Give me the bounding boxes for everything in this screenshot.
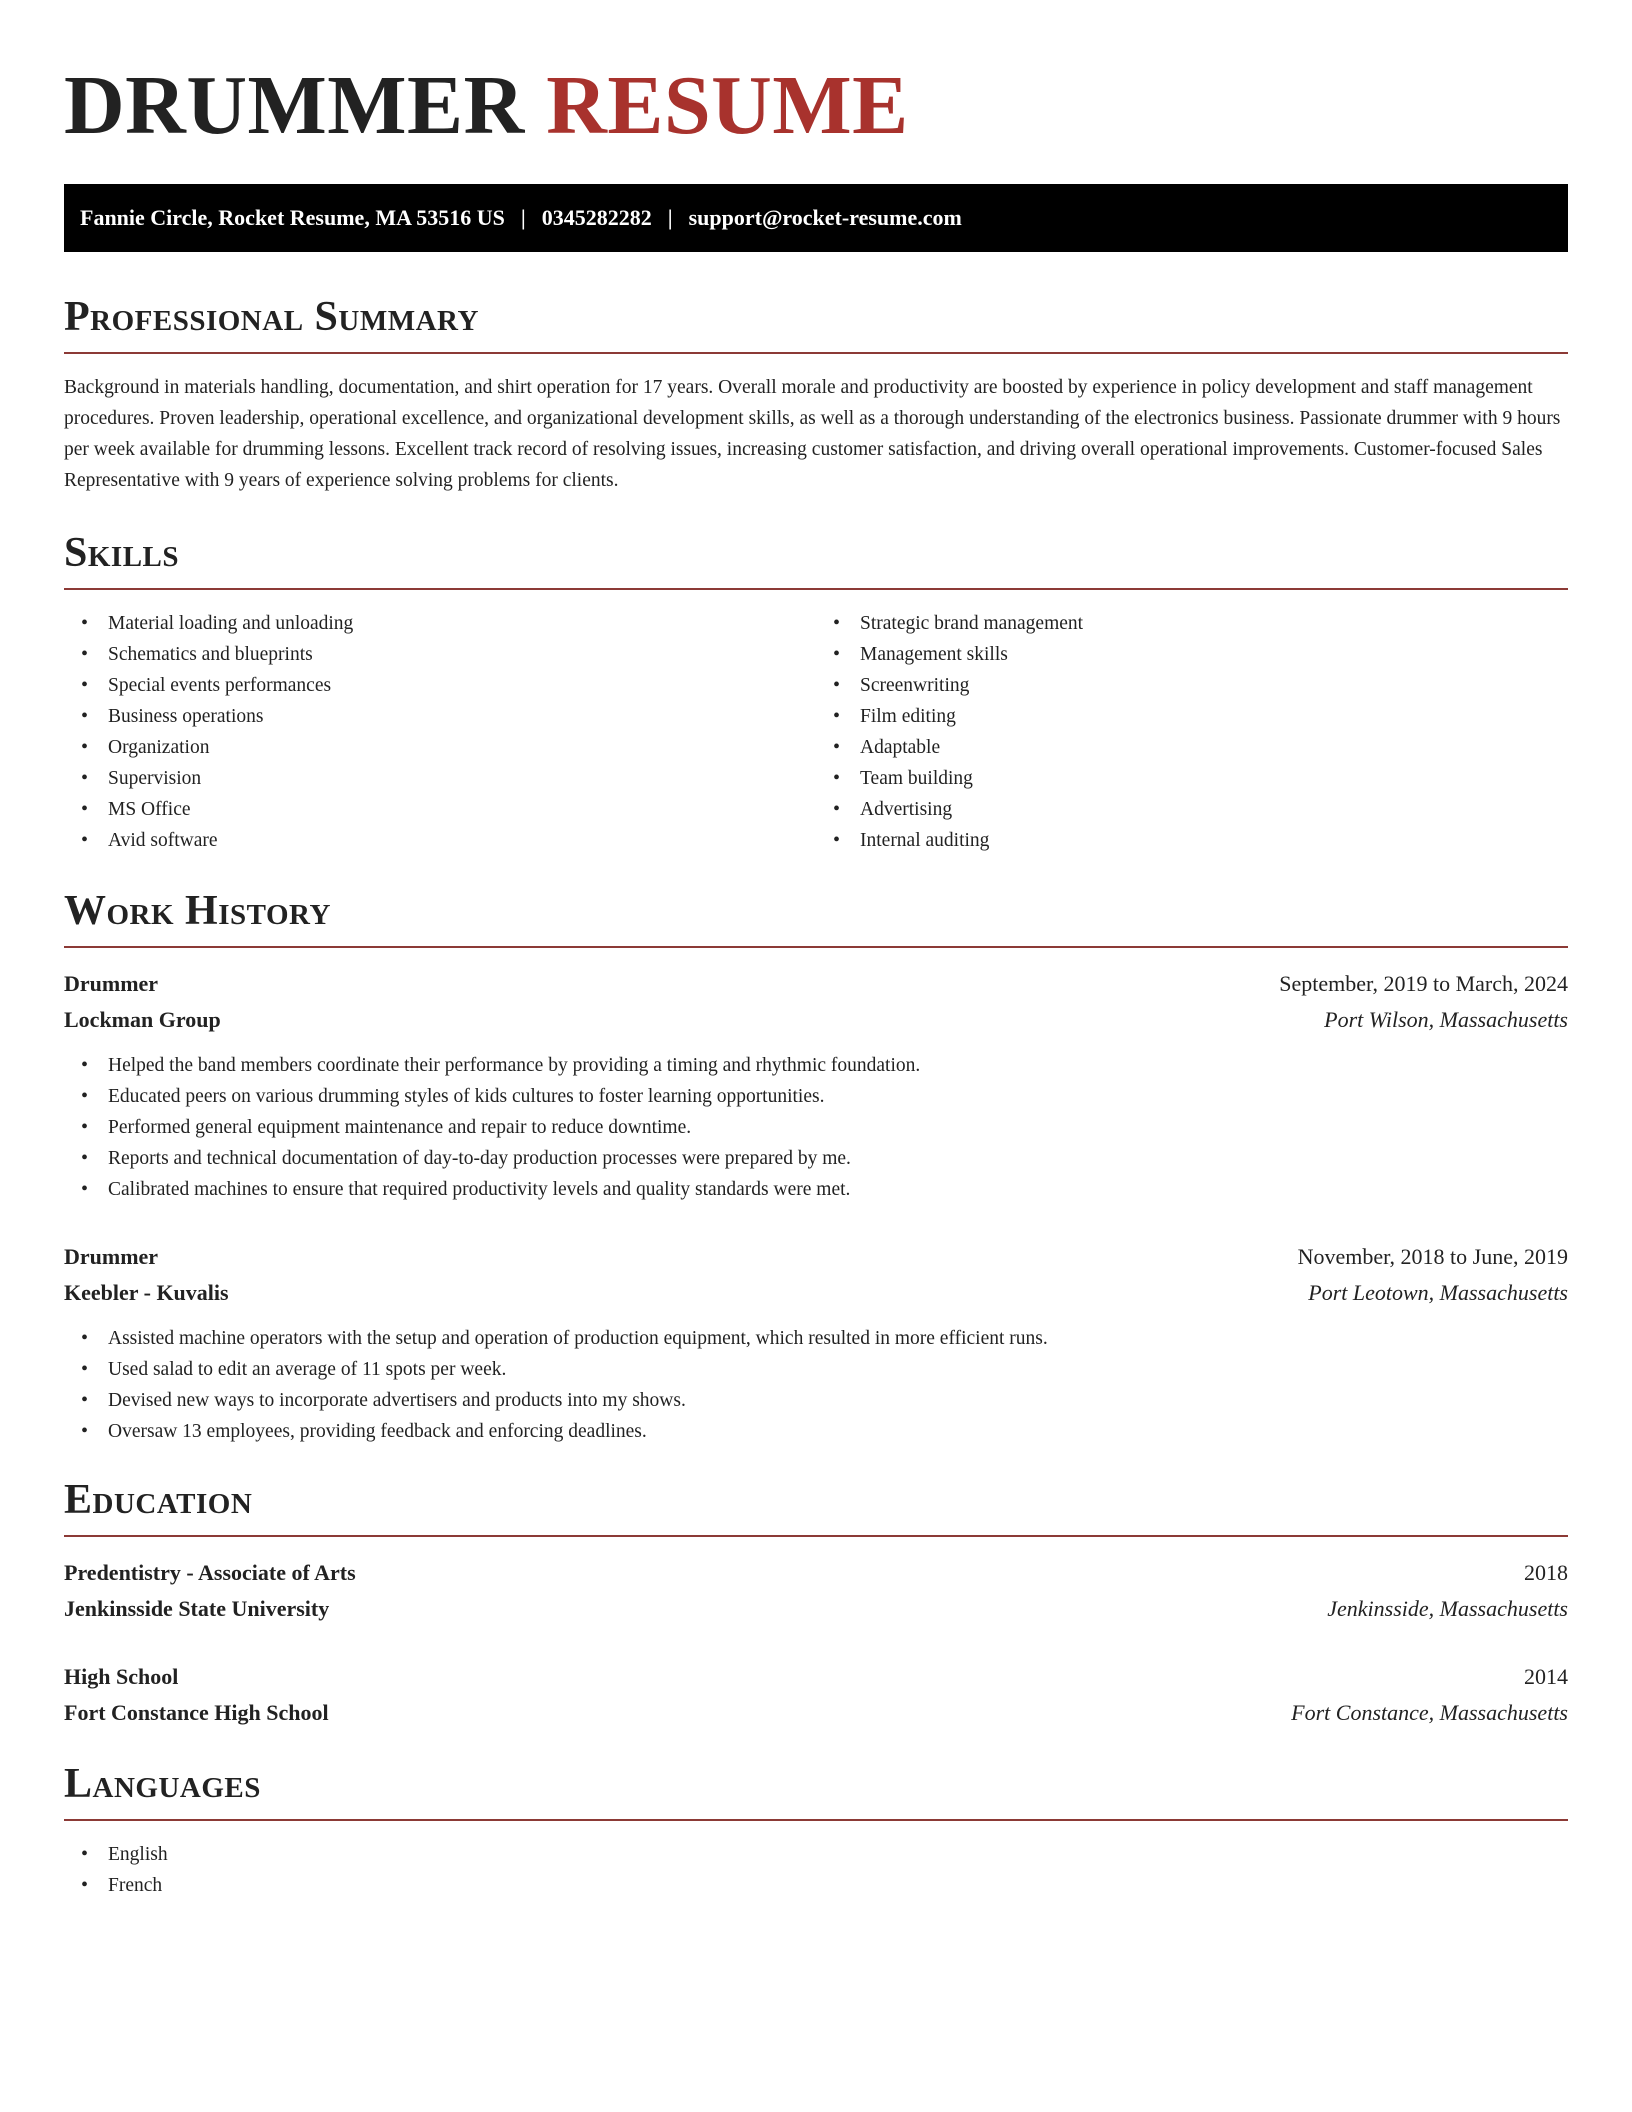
job-bullet: • Oversaw 13 employees, providing feedback and enforcing deadlines. (64, 1416, 1568, 1447)
resume-title (64, 59, 1568, 160)
title-part-2: RESUME (546, 59, 909, 152)
education-entry (64, 1555, 1568, 1627)
work-history-section (64, 890, 1568, 1447)
job-bullet: • Helped the band members coordinate their performance by providing a timing and rhythmic foundation. (64, 1050, 1568, 1081)
education-location: Jenkinsside, Massachusetts (1327, 1596, 1568, 1621)
languages-list (64, 1839, 1568, 1901)
contact-separator: | (667, 205, 673, 230)
skill-item: • Strategic brand management (816, 608, 1568, 639)
job-bullet: • Educated peers on various drumming styles of kids cultures to foster learning opportunities. (64, 1081, 1568, 1112)
job-entry (64, 966, 1568, 1205)
language-item: • English (64, 1839, 1568, 1870)
education-heading: Education (64, 1479, 1568, 1537)
contact-address: Fannie Circle, Rocket Resume, MA 53516 US (80, 205, 505, 230)
skill-item: • Schematics and blueprints (64, 639, 816, 670)
skill-item: • Adaptable (816, 732, 1568, 763)
contact-separator: | (520, 205, 526, 230)
job-bullet: • Calibrated machines to ensure that required productivity levels and quality standards were met. (64, 1174, 1568, 1205)
job-bullet: • Performed general equipment maintenance and repair to reduce downtime. (64, 1112, 1568, 1143)
skill-item: • MS Office (64, 794, 816, 825)
education-section (64, 1479, 1568, 1731)
education-degree: High School (64, 1664, 179, 1689)
job-entry (64, 1239, 1568, 1447)
skill-item: • Film editing (816, 701, 1568, 732)
job-dates: September, 2019 to March, 2024 (1279, 971, 1568, 996)
languages-section (64, 1763, 1568, 1901)
contact-phone: 0345282282 (541, 205, 652, 230)
education-school: Jenkinsside State University (64, 1596, 330, 1621)
job-bullets (64, 1323, 1568, 1447)
skill-item: • Internal auditing (816, 825, 1568, 856)
job-company: Lockman Group (64, 1007, 221, 1032)
job-location: Port Leotown, Massachusetts (1308, 1280, 1568, 1305)
skill-item: • Avid software (64, 825, 816, 856)
job-bullet: • Devised new ways to incorporate advertisers and products into my shows. (64, 1385, 1568, 1416)
skills-list-right (816, 608, 1568, 856)
skill-item: • Management skills (816, 639, 1568, 670)
job-bullet: • Assisted machine operators with the setup and operation of production equipment, which resulted in more efficient runs. (64, 1323, 1568, 1354)
language-item: • French (64, 1870, 1568, 1901)
summary-section (64, 296, 1568, 496)
skill-item: • Supervision (64, 763, 816, 794)
skill-item: • Material loading and unloading (64, 608, 816, 639)
skill-item: • Special events performances (64, 670, 816, 701)
skill-item: • Advertising (816, 794, 1568, 825)
job-company: Keebler - Kuvalis (64, 1280, 229, 1305)
skills-list-left (64, 608, 816, 856)
skill-item: • Screenwriting (816, 670, 1568, 701)
job-location: Port Wilson, Massachusetts (1324, 1007, 1568, 1032)
skill-item: • Team building (816, 763, 1568, 794)
contact-bar (64, 184, 1568, 252)
skill-item: • Organization (64, 732, 816, 763)
job-dates: November, 2018 to June, 2019 (1297, 1244, 1568, 1269)
summary-text: Background in materials handling, documentation, and shirt operation for 17 years. Overall morale and productivity are boosted by experience in policy development and staff management procedures. Proven leadership, operational excellence, and organizational development skills, as well as a thorough understanding of the electronics business. Passionate drummer with 9 hours per week available for drumming lessons. Excellent track record of resolving issues, increasing customer satisfaction, and driving overall operational improvements. Customer-focused Sales Representative with 9 years of experience solving problems for clients. (64, 377, 1561, 491)
job-bullet: • Used salad to edit an average of 11 spots per week. (64, 1354, 1568, 1385)
job-bullet: • Reports and technical documentation of day-to-day production processes were prepared by me. (64, 1143, 1568, 1174)
summary-heading: Professional Summary (64, 296, 1568, 354)
job-title: Drummer (64, 971, 159, 996)
job-bullets (64, 1050, 1568, 1205)
education-school: Fort Constance High School (64, 1700, 329, 1725)
education-entry (64, 1659, 1568, 1731)
education-location: Fort Constance, Massachusetts (1291, 1700, 1568, 1725)
education-year: 2018 (1524, 1560, 1568, 1585)
education-year: 2014 (1524, 1664, 1568, 1689)
languages-heading: Languages (64, 1763, 1568, 1821)
title-part-1: DRUMMER (64, 59, 525, 152)
skills-section (64, 532, 1568, 856)
skills-heading: Skills (64, 532, 1568, 590)
skill-item: • Business operations (64, 701, 816, 732)
contact-email: support@rocket-resume.com (688, 205, 962, 230)
work-history-heading: Work History (64, 890, 1568, 948)
job-title: Drummer (64, 1244, 159, 1269)
education-degree: Predentistry - Associate of Arts (64, 1560, 356, 1585)
